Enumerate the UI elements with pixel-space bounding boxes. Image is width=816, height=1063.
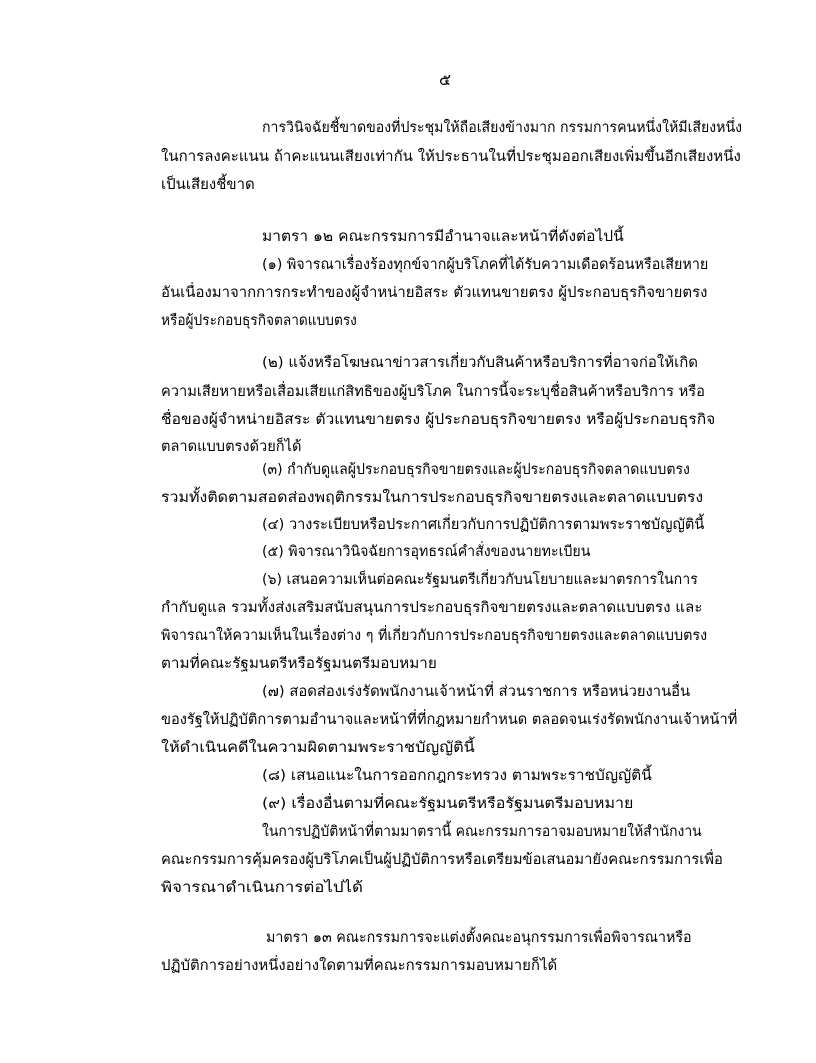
text-line: ความเสียหายหรือเสื่อมเสียแก่สิทธิของผู้บริโภค ในการนี้จะระบุชื่อสินค้าหรือบริการ หรือ <box>161 384 705 400</box>
text-line: (๓) กำกับดูแลผู้ประกอบธุรกิจขายตรงและผู้ประกอบธุรกิจตลาดแบบตรง <box>262 462 690 478</box>
text-line: มาตรา ๑๓ คณะกรรมการจะแต่งตั้งคณะอนุกรรมการเพื่อพิจารณาหรือ <box>266 930 692 946</box>
text-line: เป็นเสียงชี้ขาด <box>161 177 255 193</box>
text-line: กำกับดูแล รวมทั้งส่งเสริมสนับสนุนการประกอบธุรกิจขายตรงและตลาดแบบตรง และ <box>161 600 703 616</box>
text-line: พิจารณาให้ความเห็นในเรื่องต่าง ๆ ที่เกี่ยวกับการประกอบธุรกิจขายตรงและตลาดแบบตรง <box>161 628 708 644</box>
text-line: หรือผู้ประกอบธุรกิจตลาดแบบตรง <box>161 313 357 329</box>
text-line: (๗) สอดส่องเร่งรัดพนักงานเจ้าหน้าที่ ส่วนราชการ หรือหน่วยงานอื่น <box>262 684 691 700</box>
text-line: (๒) แจ้งหรือโฆษณาข่าวสารเกี่ยวกับสินค้าหรือบริการที่อาจก่อให้เกิด <box>262 355 699 371</box>
text-line: (๘) เสนอแนะในการออกกฎกระทรวง ตามพระราชบัญญัตินี้ <box>262 768 652 784</box>
text-line: (๑) พิจารณาเรื่องร้องทุกข์จากผู้บริโภคที่ได้รับความเดือดร้อนหรือเสียหาย <box>262 257 709 273</box>
text-line: รวมทั้งติดตามสอดส่องพฤติกรรมในการประกอบธุรกิจขายตรงและตลาดแบบตรง <box>161 490 704 506</box>
text-line: คณะกรรมการคุ้มครองผู้บริโภคเป็นผู้ปฏิบัติการหรือเตรียมข้อเสนอมายังคณะกรรมการเพื่อ <box>161 852 723 868</box>
text-line: ในการปฏิบัติหน้าที่ตามมาตรานี้ คณะกรรมการอาจมอบหมายให้สำนักงาน <box>262 824 702 840</box>
text-line: ตามที่คณะรัฐมนตรีหรือรัฐมนตรีมอบหมาย <box>161 656 437 672</box>
text-line: ตลาดแบบตรงด้วยก็ได้ <box>161 439 302 455</box>
text-line: (๖) เสนอความเห็นต่อคณะรัฐมนตรีเกี่ยวกับนโยบายและมาตรการในการ <box>262 572 698 588</box>
text-line: (๔) วางระเบียบหรือประกาศเกี่ยวกับการปฏิบัติการตามพระราชบัญญัตินี้ <box>262 517 705 533</box>
text-line: การวินิจฉัยชี้ขาดของที่ประชุมให้ถือเสียงข้างมาก กรรมการคนหนึ่งให้มีเสียงหนึ่ง <box>262 120 743 136</box>
text-line: ปฏิบัติการอย่างหนึ่งอย่างใดตามที่คณะกรรมการมอบหมายก็ได้ <box>161 958 558 974</box>
text-line: ชื่อของผู้จำหน่ายอิสระ ตัวแทนขายตรง ผู้ประกอบธุรกิจขายตรง หรือผู้ประกอบธุรกิจ <box>161 412 716 428</box>
text-line: ในการลงคะแนน ถ้าคะแนนเสียงเท่ากัน ให้ประธานในที่ประชุมออกเสียงเพิ่มขึ้นอีกเสียงหนึ่ง <box>161 149 741 165</box>
text-line: (๙) เรื่องอื่นตามที่คณะรัฐมนตรีหรือรัฐมนตรีมอบหมาย <box>262 796 634 812</box>
text-line: มาตรา ๑๒ คณะกรรมการมีอำนาจและหน้าที่ดังต่อไปนี้ <box>262 229 624 245</box>
text-line: ให้ดำเนินคดีในความผิดตามพระราชบัญญัตินี้ <box>161 740 475 756</box>
page-number: ๕ <box>438 70 452 89</box>
text-line: พิจารณาดำเนินการต่อไปได้ <box>161 880 363 896</box>
text-line: อันเนื่องมาจากการกระทำของผู้จำหน่ายอิสระ ตัวแทนขายตรง ผู้ประกอบธุรกิจขายตรง <box>161 285 708 301</box>
text-line: ของรัฐให้ปฏิบัติการตามอำนาจและหน้าที่ที่กฎหมายกำหนด ตลอดจนเร่งรัดพนักงานเจ้าหน้าที่ <box>161 712 738 728</box>
text-line: (๕) พิจารณาวินิจฉัยการอุทธรณ์คำสั่งของนายทะเบียน <box>262 544 591 560</box>
